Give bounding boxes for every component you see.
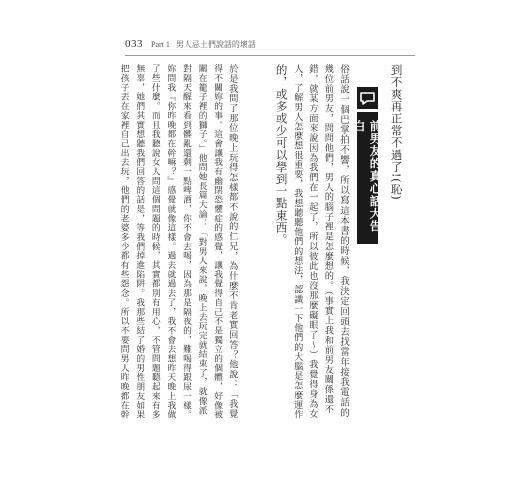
paragraph-2-line: 對隔天醒來看到髒亂還剩一點啤酒，你不會去喝，因為那是隔夜的，難喝得跟尿一樣。 — [180, 64, 191, 420]
paragraph-2-line: 於是我問了那位晚上玩得怎樣都不說的仁兄，為什麼不肯老實回答？他說：「我覺 — [226, 64, 238, 419]
section-title: 前男友的真心話大告白 — [352, 120, 383, 233]
paragraph-2-line: 妳問我『你昨晚都在幹嘛？』感覺就像這樣。過去就過去了，我不會去想昨天晚上我做 — [165, 64, 176, 420]
paragraph-2-line: 把孩子丟在家裡自己出去玩，他們的老婆多少都有些怨念。所以不要問男人昨晚都在幹 — [118, 64, 129, 420]
paragraph-1-line: 人，了解男人怎麼想很重要，我想聽聽他們的想法，認識一下他們的大腦是怎麼運作 — [292, 64, 303, 420]
page-number: 033 — [125, 38, 143, 50]
paragraph-1 — [273, 64, 351, 419]
top-line: 到不爽再正常不過了!(恥) — [389, 64, 404, 201]
chapter-title: 男人忌土們說話的壞話 — [175, 39, 256, 49]
paragraph-1-line: 俗話說一個巴掌拍不響，所以寫這本書的時候，我決定回頭去找當年接我電話的 — [338, 64, 349, 418]
paragraph-1-line: 錯，就某方面來說因為我們在一起了，所以彼此也沒那麼礙眼了～）我覺得身為女 — [306, 64, 318, 419]
paragraph-2-line: 關在籠子裡的獅子。」他問她長篇大論：「對男人來說，晚上去玩完就結束了，就像派 — [196, 64, 207, 415]
paragraph-2-line: 了些什麼。而且我聽說女人問這個問題的時候，其實都別有用心，不管問題聽起來有多 — [149, 64, 160, 420]
paragraph-2-line: 得不關妳的事。這會讓我有幽閉恐懼症的感覺，讓我覺得自己不是獨立的個體，好像被 — [212, 64, 223, 420]
paragraph-1-line: 幾位前男友，問問他們，男人的腦子裡是怎麼想的。（事實上我和前男友關係還不 — [322, 64, 334, 414]
speech-bubble-icon — [357, 87, 378, 109]
header-rule — [125, 55, 415, 56]
paragraph-2 — [115, 64, 240, 419]
paragraph-1-line: 的，或多或少可以學到一點東西。 — [274, 64, 289, 246]
part-label: Part 1 — [151, 39, 170, 49]
paragraph-2-line: 無辜，她們其實想聽我們回答的話是，等我們掉進陷阱。我那些結了婚的男性朋友如果 — [134, 64, 145, 420]
section-title-box — [352, 112, 383, 244]
page-header — [125, 37, 256, 51]
